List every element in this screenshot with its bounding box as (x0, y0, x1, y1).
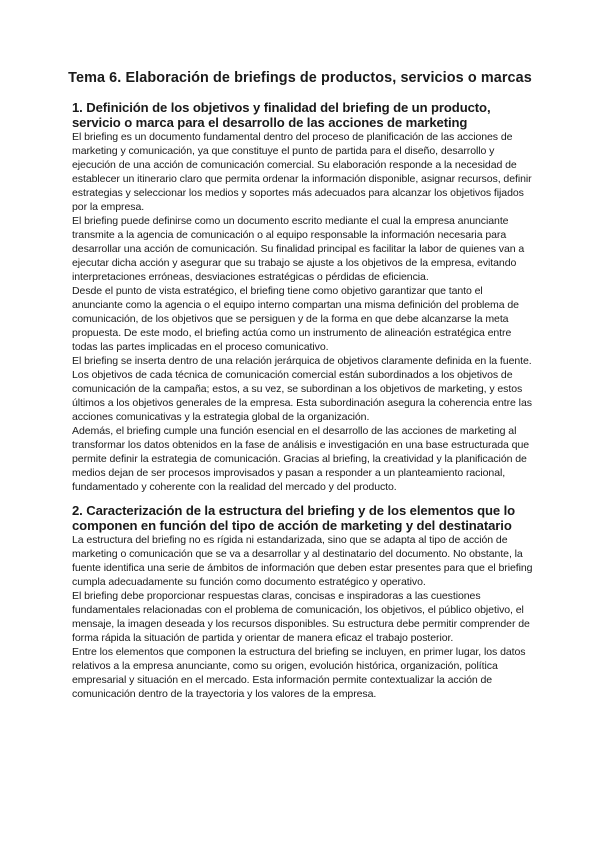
section-1-paragraph-1: El briefing es un documento fundamental dentro del proceso de planificación de las acciones de marketing y comunicación, ya que constituye el punto de partida para el diseño, desarrollo y ejecución de una acción de comunicación comercial. Su elaboración responde a la necesidad de establecer un itinerario claro que permita ordenar la información disponible, asignar recursos, definir estrategias y seleccionar los medios y soportes más adecuados para alcanzar los objetivos fijados por la empresa. (72, 131, 532, 213)
section-1-paragraph-5: Además, el briefing cumple una función esencial en el desarrollo de las acciones de marketing al transformar los datos obtenidos en la fase de análisis e investigación en una base estructurada que permite definir la estrategia de comunicación. Gracias al briefing, la creatividad y la planificación de medios dejan de ser procesos improvisados y pasan a responder a un planteamiento racional, fundamentado y coherente con la realidad del mercado y del producto. (72, 425, 530, 493)
section-1-paragraph-2: El briefing puede definirse como un documento escrito mediante el cual la empresa anunciante transmite a la agencia de comunicación o al equipo responsable la información necesaria para desarrollar una acción de comunicación. Su finalidad principal es facilitar la labor de quienes van a ejecutar dicha acción y asegurar que su trabajo se ajuste a los objetivos de la empresa, evitando interpretaciones erróneas, desviaciones estratégicas o pérdidas de eficiencia. (72, 215, 525, 283)
section-2 (72, 504, 534, 701)
document-title: Tema 6. Elaboración de briefings de productos, servicios o marcas (68, 70, 532, 86)
section-1 (72, 101, 534, 494)
section-1-heading: 1. Definición de los objetivos y finalidad del briefing de un producto, servicio o marca para el desarrollo de las acciones de marketing (72, 100, 491, 130)
section-2-heading: 2. Caracterización de la estructura del briefing y de los elementos que lo componen en función del tipo de acción de marketing y del destinatario (72, 503, 516, 533)
section-2-paragraph-1: La estructura del briefing no es rígida ni estandarizada, sino que se adapta al tipo de acción de marketing o comunicación que se va a desarrollar y al destinatario del documento. No obstante, la fuente identifica una serie de ámbitos de información que deben estar presentes para que el briefing cumpla adecuadamente su función como documento estratégico y operativo. (72, 534, 533, 588)
section-2-paragraph-3: Entre los elementos que componen la estructura del briefing se incluyen, en primer lugar, los datos relativos a la empresa anunciante, como su origen, evolución histórica, organización, política empresarial y situación en el mercado. Esta información permite contextualizar la acción de comunicación dentro de la trayectoria y los valores de la empresa. (72, 646, 526, 700)
document-body (72, 101, 534, 701)
section-1-paragraph-4: El briefing se inserta dentro de una relación jerárquica de objetivos claramente definida en la fuente. Los objetivos de cada técnica de comunicación comercial están subordinados a los objetivos de comunicación de la campaña; estos, a su vez, se subordinan a los objetivos de marketing, y estos últimos a los objetivos generales de la empresa. Esta subordinación asegura la coherencia entre las acciones comunicativas y la estrategia global de la organización. (72, 355, 532, 423)
section-2-paragraph-2: El briefing debe proporcionar respuestas claras, concisas e inspiradoras a las cuestiones fundamentales relacionadas con el problema de comunicación, los objetivos, el público objetivo, el mensaje, la imagen deseada y los recursos disponibles. Su estructura debe permitir comprender de forma rápida la situación de partida y orientar de manera eficaz el trabajo posterior. (72, 590, 530, 644)
section-1-paragraph-3: Desde el punto de vista estratégico, el briefing tiene como objetivo garantizar que tanto el anunciante como la agencia o el equipo interno compartan una misma definición del problema de comunicación, de los objetivos que se persiguen y de la forma en que debe alcanzarse la meta propuesta. De este modo, el briefing actúa como un instrumento de alineación estratégica entre todas las partes implicadas en el proceso comunicativo. (72, 285, 519, 353)
